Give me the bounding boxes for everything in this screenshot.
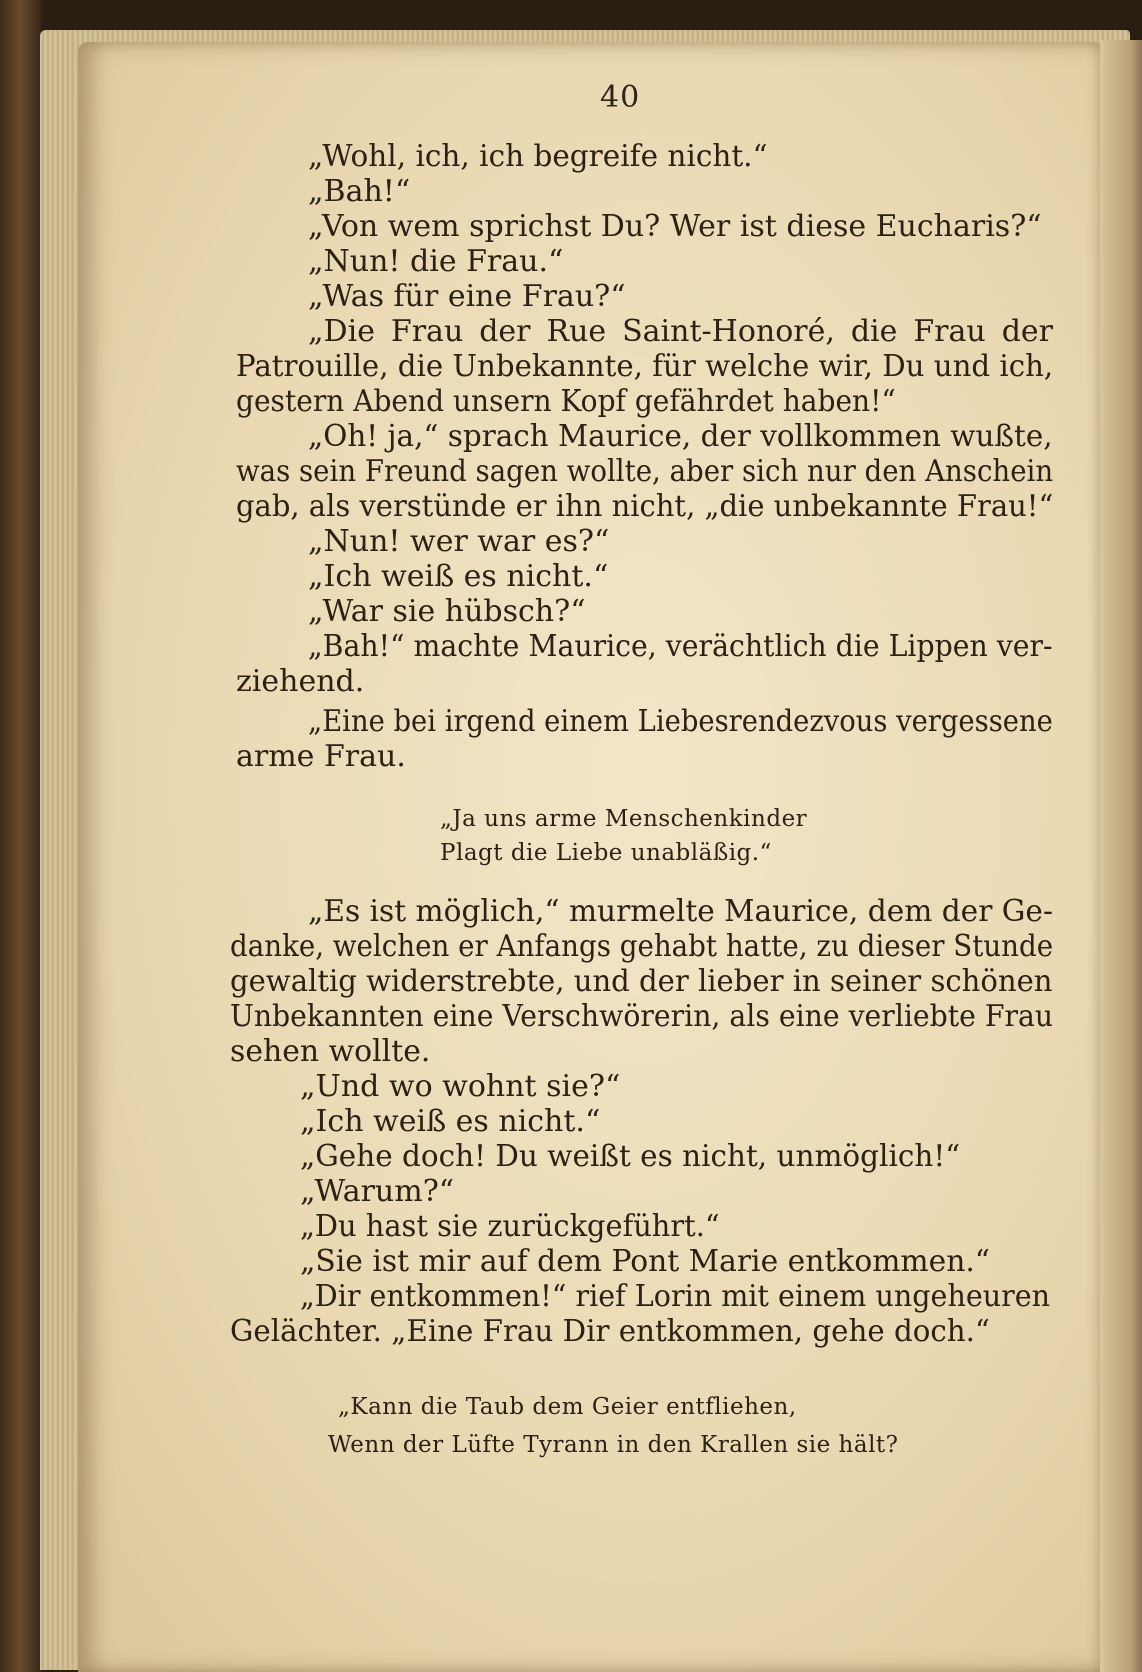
next-page-edge	[1100, 40, 1142, 1672]
verse-line: Wenn der Lüfte Tyrann in den Krallen sie hält?	[328, 1432, 899, 1458]
text-line: „Bah!“	[308, 174, 411, 209]
text-line: was sein Freund sagen wollte, aber sich nur den Anschein	[236, 454, 1054, 489]
text-line: „Du hast sie zurückgeführt.“	[300, 1209, 720, 1244]
text-line: danke, welchen er Anfangs gehabt hatte, zu dieser Stunde	[230, 929, 1054, 964]
text-line: „Sie ist mir auf dem Pont Marie entkommen.“	[300, 1244, 990, 1279]
text-line: „Dir entkommen!“ rief Lorin mit einem ungeheuren	[300, 1279, 1051, 1314]
text-line: „Eine bei irgend einem Liebesrendezvous vergessene	[308, 704, 1053, 739]
text-line: „Ich weiß es nicht.“	[300, 1104, 601, 1139]
text-line: „Warum?“	[300, 1174, 455, 1209]
verse-line: „Kann die Taub dem Geier entfliehen,	[338, 1394, 797, 1420]
text-line: „Was für eine Frau?“	[308, 279, 626, 314]
text-line: „Von wem sprichst Du? Wer ist diese Eucharis?“	[308, 209, 1042, 244]
text-line: gewaltig widerstrebte, und der lieber in seiner schönen	[230, 964, 1053, 999]
page-number: 40	[600, 80, 641, 115]
text-line: „Nun! wer war es?“	[308, 524, 610, 559]
text-line: „Oh! ja,“ sprach Maurice, der vollkommen wußte,	[308, 419, 1053, 454]
text-line: „Gehe doch! Du weißt es nicht, unmöglich!“	[300, 1139, 961, 1174]
text-line: Unbekannten eine Verschwörerin, als eine verliebte Frau	[230, 999, 1054, 1034]
text-line: „Und wo wohnt sie?“	[300, 1069, 621, 1104]
text-line: sehen wollte.	[230, 1034, 431, 1069]
text-line: gab, als verstünde er ihn nicht, „die unbekannte Frau!“	[236, 489, 1054, 524]
text-line: „Wohl, ich, ich begreife nicht.“	[308, 139, 768, 174]
verse-line: „Ja uns arme Menschenkinder	[440, 806, 808, 832]
verse-line: Plagt die Liebe unabläßig.“	[440, 840, 772, 866]
text-line: „Es ist möglich,“ murmelte Maurice, dem der Ge-	[308, 894, 1053, 929]
text-line: „Die Frau der Rue Saint-Honoré, die Frau der	[308, 314, 1053, 349]
text-line: Gelächter. „Eine Frau Dir entkommen, gehe doch.“	[230, 1314, 990, 1349]
text-line: „Nun! die Frau.“	[308, 244, 564, 279]
text-line: gestern Abend unsern Kopf gefährdet haben!“	[236, 384, 896, 419]
text-line: „War sie hübsch?“	[308, 594, 586, 629]
text-line: Patrouille, die Unbekannte, für welche wir, Du und ich,	[236, 349, 1054, 384]
text-line: „Bah!“ machte Maurice, verächtlich die Lippen ver-	[308, 629, 1053, 664]
text-line: arme Frau.	[236, 739, 406, 774]
text-line: ziehend.	[236, 664, 365, 699]
text-line: „Ich weiß es nicht.“	[308, 559, 609, 594]
